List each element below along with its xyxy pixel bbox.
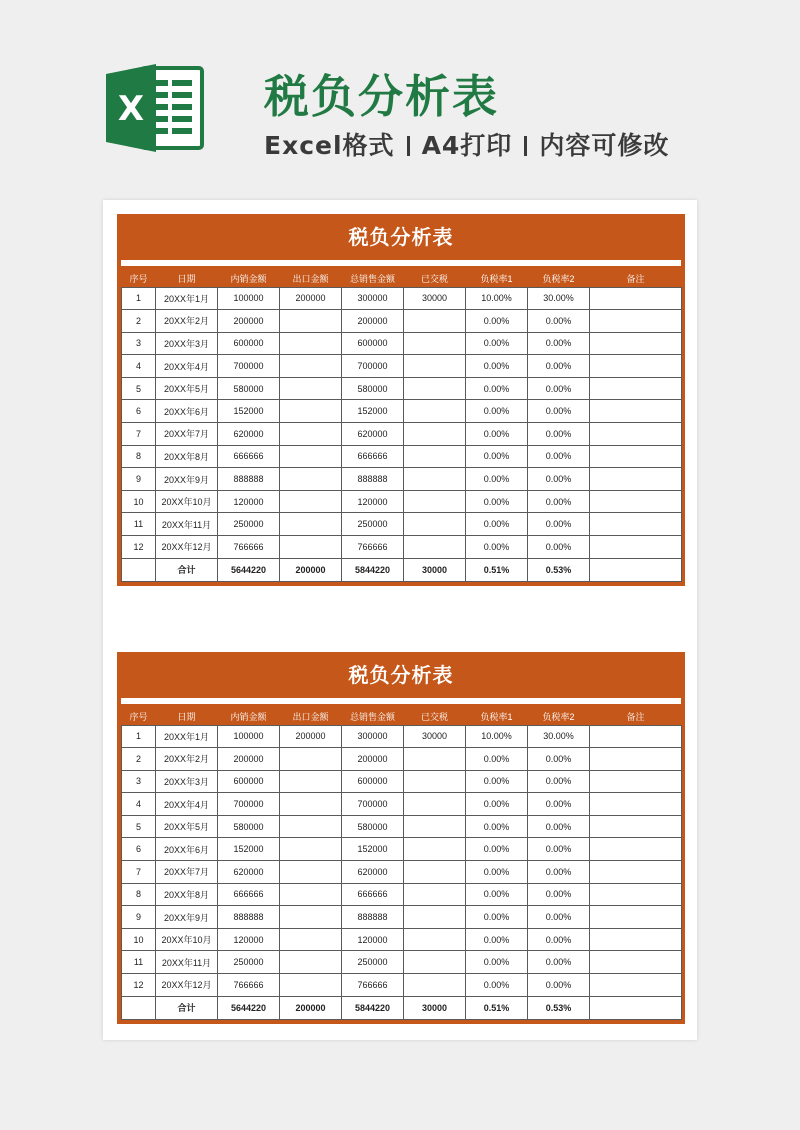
- table-cell[interactable]: [280, 770, 342, 793]
- table-cell[interactable]: [280, 974, 342, 997]
- table-cell[interactable]: 250000: [342, 513, 404, 536]
- table-cell[interactable]: 20XX年8月: [156, 883, 218, 906]
- table-row: [122, 536, 682, 559]
- table-cell[interactable]: [280, 928, 342, 951]
- column-header: 负税率1: [466, 270, 528, 287]
- table-cell[interactable]: 20XX年9月: [156, 906, 218, 929]
- table-cell[interactable]: 12: [122, 536, 156, 559]
- total-cell[interactable]: 200000: [280, 558, 342, 581]
- table-cell[interactable]: 0.00%: [528, 906, 590, 929]
- table-cell[interactable]: 620000: [342, 423, 404, 446]
- table-cell[interactable]: 200000: [342, 310, 404, 333]
- table-cell[interactable]: 580000: [342, 377, 404, 400]
- table-cell[interactable]: 0.00%: [528, 445, 590, 468]
- table-header-row: [122, 270, 682, 287]
- table-cell[interactable]: [590, 974, 682, 997]
- table-cell[interactable]: 0.00%: [528, 748, 590, 771]
- table-cell[interactable]: [590, 445, 682, 468]
- table-cell[interactable]: [590, 377, 682, 400]
- table-cell[interactable]: 580000: [342, 815, 404, 838]
- table-cell[interactable]: [404, 310, 466, 333]
- sheet-title: 税负分析表: [348, 225, 454, 249]
- svg-text:X: X: [117, 89, 145, 129]
- table-cell[interactable]: 0.00%: [528, 400, 590, 423]
- table-cell[interactable]: 888888: [218, 906, 280, 929]
- table-cell[interactable]: 20XX年6月: [156, 838, 218, 861]
- table-cell[interactable]: 152000: [218, 400, 280, 423]
- table-cell[interactable]: [590, 310, 682, 333]
- table-cell[interactable]: [590, 770, 682, 793]
- table-cell[interactable]: [590, 400, 682, 423]
- table-cell[interactable]: 7: [122, 861, 156, 884]
- column-header: 总销售金额: [342, 270, 404, 287]
- table-cell[interactable]: [404, 400, 466, 423]
- table-cell[interactable]: 0.00%: [466, 838, 528, 861]
- table-cell[interactable]: [404, 906, 466, 929]
- table-cell[interactable]: [404, 928, 466, 951]
- table-cell[interactable]: 7: [122, 423, 156, 446]
- table-cell[interactable]: 600000: [218, 332, 280, 355]
- table-cell[interactable]: [404, 770, 466, 793]
- table-cell[interactable]: 20XX年3月: [156, 332, 218, 355]
- total-cell[interactable]: [122, 558, 156, 581]
- table-cell[interactable]: 600000: [342, 332, 404, 355]
- table-cell[interactable]: [590, 513, 682, 536]
- table-row: [122, 815, 682, 838]
- table-cell[interactable]: [590, 725, 682, 748]
- table-cell[interactable]: 0.00%: [528, 310, 590, 333]
- column-header: 日期: [156, 270, 218, 287]
- table-cell[interactable]: [404, 951, 466, 974]
- table-cell[interactable]: [590, 883, 682, 906]
- subtitle-format: Excel格式: [264, 131, 395, 160]
- table-cell[interactable]: [280, 883, 342, 906]
- table-cell[interactable]: 0.00%: [528, 951, 590, 974]
- table-cell[interactable]: [590, 748, 682, 771]
- table-cell[interactable]: 0.00%: [466, 861, 528, 884]
- table-cell[interactable]: [404, 838, 466, 861]
- table-cell[interactable]: 9: [122, 906, 156, 929]
- table-cell[interactable]: 12: [122, 974, 156, 997]
- table-row: [122, 725, 682, 748]
- table-cell[interactable]: 20XX年9月: [156, 468, 218, 491]
- table-cell[interactable]: [590, 332, 682, 355]
- table-cell[interactable]: 100000: [218, 287, 280, 310]
- table-cell[interactable]: 20XX年7月: [156, 861, 218, 884]
- table-cell[interactable]: [590, 536, 682, 559]
- table-cell[interactable]: 250000: [218, 513, 280, 536]
- table-cell[interactable]: 152000: [342, 400, 404, 423]
- table-cell[interactable]: [404, 445, 466, 468]
- total-cell[interactable]: [590, 558, 682, 581]
- table-row: [122, 928, 682, 951]
- total-cell[interactable]: 合计: [156, 558, 218, 581]
- table-cell[interactable]: 20XX年11月: [156, 513, 218, 536]
- table-cell[interactable]: 0.00%: [528, 355, 590, 378]
- table-row: [122, 310, 682, 333]
- table-cell[interactable]: 152000: [218, 838, 280, 861]
- table-cell[interactable]: 620000: [218, 423, 280, 446]
- tax-table-sheet-2: [117, 652, 685, 1024]
- tax-table: [121, 270, 682, 582]
- table-cell[interactable]: 0.00%: [528, 793, 590, 816]
- table-cell[interactable]: 6: [122, 400, 156, 423]
- table-cell[interactable]: [280, 838, 342, 861]
- total-cell[interactable]: 5644220: [218, 558, 280, 581]
- table-cell[interactable]: [280, 536, 342, 559]
- table-cell[interactable]: 6: [122, 838, 156, 861]
- sheet-title: 税负分析表: [348, 663, 454, 687]
- column-header: 备注: [590, 708, 682, 725]
- table-cell[interactable]: 20XX年8月: [156, 445, 218, 468]
- table-row: [122, 355, 682, 378]
- table-cell[interactable]: [590, 490, 682, 513]
- table-cell[interactable]: 5: [122, 377, 156, 400]
- column-header: 日期: [156, 708, 218, 725]
- table-cell[interactable]: 5: [122, 815, 156, 838]
- table-cell[interactable]: 100000: [218, 725, 280, 748]
- column-header: 已交税: [404, 708, 466, 725]
- table-cell[interactable]: 120000: [218, 490, 280, 513]
- table-cell[interactable]: [280, 400, 342, 423]
- sheet-divider: [121, 698, 681, 704]
- column-header: 负税率2: [528, 708, 590, 725]
- table-cell[interactable]: [404, 883, 466, 906]
- table-cell[interactable]: 888888: [342, 906, 404, 929]
- table-row: [122, 377, 682, 400]
- table-cell[interactable]: 0.00%: [466, 536, 528, 559]
- table-cell[interactable]: 766666: [218, 536, 280, 559]
- table-cell[interactable]: [280, 332, 342, 355]
- column-header: 负税率1: [466, 708, 528, 725]
- table-cell[interactable]: [280, 310, 342, 333]
- table-cell[interactable]: 0.00%: [466, 355, 528, 378]
- table-cell[interactable]: 30.00%: [528, 725, 590, 748]
- table-row: [122, 490, 682, 513]
- table-cell[interactable]: 0.00%: [466, 748, 528, 771]
- table-cell[interactable]: [404, 861, 466, 884]
- table-cell[interactable]: [404, 748, 466, 771]
- table-cell[interactable]: [280, 490, 342, 513]
- table-cell[interactable]: [404, 332, 466, 355]
- table-cell[interactable]: 10: [122, 490, 156, 513]
- table-cell[interactable]: [590, 468, 682, 491]
- table-cell[interactable]: [280, 423, 342, 446]
- table-cell[interactable]: 200000: [342, 748, 404, 771]
- table-cell[interactable]: 0.00%: [466, 490, 528, 513]
- table-cell[interactable]: [590, 928, 682, 951]
- table-cell[interactable]: 4: [122, 355, 156, 378]
- table-cell[interactable]: 30000: [404, 287, 466, 310]
- subtitle-editable: 内容可修改: [539, 131, 670, 160]
- table-cell[interactable]: 0.00%: [528, 815, 590, 838]
- table-cell[interactable]: 888888: [218, 468, 280, 491]
- table-cell[interactable]: 620000: [342, 861, 404, 884]
- table-cell[interactable]: [280, 951, 342, 974]
- table-row: [122, 770, 682, 793]
- table-cell[interactable]: [280, 793, 342, 816]
- table-cell[interactable]: 20XX年2月: [156, 310, 218, 333]
- table-cell[interactable]: 20XX年6月: [156, 400, 218, 423]
- table-cell[interactable]: 0.00%: [466, 513, 528, 536]
- table-cell[interactable]: 200000: [218, 748, 280, 771]
- table-cell[interactable]: [404, 355, 466, 378]
- table-cell[interactable]: 0.00%: [528, 423, 590, 446]
- table-cell[interactable]: 700000: [218, 793, 280, 816]
- table-cell[interactable]: 0.00%: [466, 423, 528, 446]
- table-cell[interactable]: 120000: [218, 928, 280, 951]
- total-cell[interactable]: 30000: [404, 558, 466, 581]
- total-cell[interactable]: 5844220: [342, 996, 404, 1019]
- table-cell[interactable]: 766666: [342, 974, 404, 997]
- table-row: [122, 906, 682, 929]
- total-cell[interactable]: 200000: [280, 996, 342, 1019]
- table-cell[interactable]: 152000: [342, 838, 404, 861]
- table-cell[interactable]: [590, 815, 682, 838]
- table-cell[interactable]: 10.00%: [466, 287, 528, 310]
- table-cell[interactable]: 11: [122, 513, 156, 536]
- table-cell[interactable]: [590, 906, 682, 929]
- table-cell[interactable]: 766666: [218, 974, 280, 997]
- table-cell[interactable]: 0.00%: [528, 861, 590, 884]
- table-cell[interactable]: 300000: [342, 287, 404, 310]
- table-cell[interactable]: [404, 423, 466, 446]
- table-cell[interactable]: 0.00%: [466, 974, 528, 997]
- table-cell[interactable]: 1: [122, 725, 156, 748]
- column-header: 出口金额: [280, 270, 342, 287]
- table-cell[interactable]: [280, 906, 342, 929]
- table-cell[interactable]: [590, 423, 682, 446]
- table-cell[interactable]: [404, 490, 466, 513]
- table-cell[interactable]: 666666: [342, 445, 404, 468]
- table-cell[interactable]: 9: [122, 468, 156, 491]
- table-cell[interactable]: 4: [122, 793, 156, 816]
- column-header: 出口金额: [280, 708, 342, 725]
- table-cell[interactable]: [404, 815, 466, 838]
- tax-table-sheet-1: [117, 214, 685, 586]
- page-title: 税负分析表: [264, 70, 500, 123]
- table-row: [122, 748, 682, 771]
- table-cell[interactable]: 0.00%: [466, 793, 528, 816]
- total-cell[interactable]: [122, 996, 156, 1019]
- table-cell[interactable]: 666666: [218, 445, 280, 468]
- table-cell[interactable]: 200000: [218, 310, 280, 333]
- total-cell[interactable]: [590, 996, 682, 1019]
- table-cell[interactable]: 250000: [342, 951, 404, 974]
- table-cell[interactable]: 20XX年5月: [156, 377, 218, 400]
- table-cell[interactable]: 11: [122, 951, 156, 974]
- table-cell[interactable]: 0.00%: [466, 906, 528, 929]
- sheet-divider: [121, 260, 681, 266]
- table-cell[interactable]: 10: [122, 928, 156, 951]
- table-cell[interactable]: [590, 838, 682, 861]
- table-cell[interactable]: [590, 355, 682, 378]
- table-cell[interactable]: 0.00%: [528, 536, 590, 559]
- table-row: [122, 468, 682, 491]
- table-cell[interactable]: 20XX年10月: [156, 490, 218, 513]
- excel-logo-icon: [104, 62, 204, 154]
- table-cell[interactable]: 0.00%: [528, 468, 590, 491]
- tax-table: [121, 708, 682, 1020]
- subtitle-divider: [524, 136, 527, 156]
- table-cell[interactable]: 30.00%: [528, 287, 590, 310]
- table-cell[interactable]: 580000: [218, 815, 280, 838]
- table-cell[interactable]: 10.00%: [466, 725, 528, 748]
- column-header: 总销售金额: [342, 708, 404, 725]
- table-cell[interactable]: [280, 861, 342, 884]
- table-cell[interactable]: 0.00%: [528, 513, 590, 536]
- table-cell[interactable]: 20XX年5月: [156, 815, 218, 838]
- table-cell[interactable]: 0.00%: [466, 332, 528, 355]
- table-cell[interactable]: 20XX年7月: [156, 423, 218, 446]
- table-cell[interactable]: 20XX年12月: [156, 974, 218, 997]
- table-cell[interactable]: [590, 951, 682, 974]
- column-header: 内销金额: [218, 270, 280, 287]
- table-cell[interactable]: 0.00%: [466, 951, 528, 974]
- table-cell[interactable]: 766666: [342, 536, 404, 559]
- column-header: 内销金额: [218, 708, 280, 725]
- table-row: [122, 423, 682, 446]
- table-cell[interactable]: 700000: [218, 355, 280, 378]
- table-cell[interactable]: 0.00%: [466, 928, 528, 951]
- table-cell[interactable]: 20XX年2月: [156, 748, 218, 771]
- table-cell[interactable]: 888888: [342, 468, 404, 491]
- table-cell[interactable]: [280, 445, 342, 468]
- table-cell[interactable]: 8: [122, 883, 156, 906]
- table-cell[interactable]: 20XX年1月: [156, 725, 218, 748]
- table-row: [122, 974, 682, 997]
- table-cell[interactable]: 3: [122, 770, 156, 793]
- table-cell[interactable]: 700000: [342, 793, 404, 816]
- total-cell[interactable]: 5844220: [342, 558, 404, 581]
- table-cell[interactable]: 20XX年1月: [156, 287, 218, 310]
- total-cell[interactable]: 5644220: [218, 996, 280, 1019]
- table-cell[interactable]: 120000: [342, 928, 404, 951]
- column-header: 负税率2: [528, 270, 590, 287]
- table-cell[interactable]: 666666: [342, 883, 404, 906]
- table-cell[interactable]: [590, 793, 682, 816]
- table-row: [122, 445, 682, 468]
- table-cell[interactable]: [404, 536, 466, 559]
- table-cell[interactable]: [404, 793, 466, 816]
- total-cell[interactable]: 0.53%: [528, 996, 590, 1019]
- table-cell[interactable]: 20XX年12月: [156, 536, 218, 559]
- table-cell[interactable]: 666666: [218, 883, 280, 906]
- table-cell[interactable]: 0.00%: [528, 770, 590, 793]
- table-row: [122, 332, 682, 355]
- table-cell[interactable]: 600000: [218, 770, 280, 793]
- table-cell[interactable]: 20XX年11月: [156, 951, 218, 974]
- total-cell[interactable]: 0.51%: [466, 996, 528, 1019]
- table-cell[interactable]: 0.00%: [466, 445, 528, 468]
- table-cell[interactable]: 20XX年4月: [156, 793, 218, 816]
- table-row: [122, 513, 682, 536]
- table-row: [122, 793, 682, 816]
- table-cell[interactable]: 0.00%: [528, 332, 590, 355]
- table-cell[interactable]: 0.00%: [466, 883, 528, 906]
- table-total-row: [122, 558, 682, 581]
- page-subtitle: [264, 126, 669, 162]
- table-cell[interactable]: 20XX年4月: [156, 355, 218, 378]
- table-cell[interactable]: 200000: [280, 725, 342, 748]
- table-cell[interactable]: [590, 861, 682, 884]
- table-cell[interactable]: [280, 748, 342, 771]
- total-cell[interactable]: 0.51%: [466, 558, 528, 581]
- table-cell[interactable]: 620000: [218, 861, 280, 884]
- subtitle-print: A4打印: [421, 131, 513, 160]
- table-cell[interactable]: 0.00%: [466, 310, 528, 333]
- table-cell[interactable]: [404, 377, 466, 400]
- table-cell[interactable]: 20XX年10月: [156, 928, 218, 951]
- table-cell[interactable]: [590, 287, 682, 310]
- table-cell[interactable]: 0.00%: [528, 838, 590, 861]
- table-cell[interactable]: 200000: [280, 287, 342, 310]
- total-cell[interactable]: 合计: [156, 996, 218, 1019]
- table-cell[interactable]: [404, 468, 466, 491]
- table-cell[interactable]: 2: [122, 748, 156, 771]
- table-cell[interactable]: 8: [122, 445, 156, 468]
- table-cell[interactable]: 0.00%: [466, 377, 528, 400]
- table-cell[interactable]: 0.00%: [528, 974, 590, 997]
- table-cell[interactable]: 0.00%: [466, 400, 528, 423]
- table-cell[interactable]: 300000: [342, 725, 404, 748]
- table-total-row: [122, 996, 682, 1019]
- column-header: 序号: [122, 708, 156, 725]
- table-cell[interactable]: [280, 355, 342, 378]
- table-cell[interactable]: 0.00%: [528, 928, 590, 951]
- table-row: [122, 861, 682, 884]
- table-cell[interactable]: [404, 513, 466, 536]
- table-cell[interactable]: [280, 815, 342, 838]
- table-cell[interactable]: [280, 513, 342, 536]
- table-cell[interactable]: 0.00%: [466, 770, 528, 793]
- table-cell[interactable]: 0.00%: [528, 883, 590, 906]
- total-cell[interactable]: 30000: [404, 996, 466, 1019]
- table-row: [122, 287, 682, 310]
- table-row: [122, 400, 682, 423]
- paper-preview: [103, 200, 697, 1040]
- table-cell[interactable]: [280, 377, 342, 400]
- table-cell[interactable]: 0.00%: [466, 468, 528, 491]
- table-cell[interactable]: 120000: [342, 490, 404, 513]
- table-cell[interactable]: 3: [122, 332, 156, 355]
- table-cell[interactable]: 2: [122, 310, 156, 333]
- table-cell[interactable]: 0.00%: [528, 377, 590, 400]
- total-cell[interactable]: 0.53%: [528, 558, 590, 581]
- table-cell[interactable]: 700000: [342, 355, 404, 378]
- table-cell[interactable]: 600000: [342, 770, 404, 793]
- column-header: 序号: [122, 270, 156, 287]
- table-cell[interactable]: 0.00%: [528, 490, 590, 513]
- table-cell[interactable]: 20XX年3月: [156, 770, 218, 793]
- table-cell[interactable]: 1: [122, 287, 156, 310]
- table-row: [122, 951, 682, 974]
- table-cell[interactable]: 580000: [218, 377, 280, 400]
- table-cell[interactable]: 0.00%: [466, 815, 528, 838]
- table-cell[interactable]: [280, 468, 342, 491]
- column-header: 备注: [590, 270, 682, 287]
- table-row: [122, 883, 682, 906]
- table-row: [122, 838, 682, 861]
- column-header: 已交税: [404, 270, 466, 287]
- table-cell[interactable]: 250000: [218, 951, 280, 974]
- table-cell[interactable]: [404, 974, 466, 997]
- subtitle-divider: [407, 136, 410, 156]
- table-header-row: [122, 708, 682, 725]
- table-cell[interactable]: 30000: [404, 725, 466, 748]
